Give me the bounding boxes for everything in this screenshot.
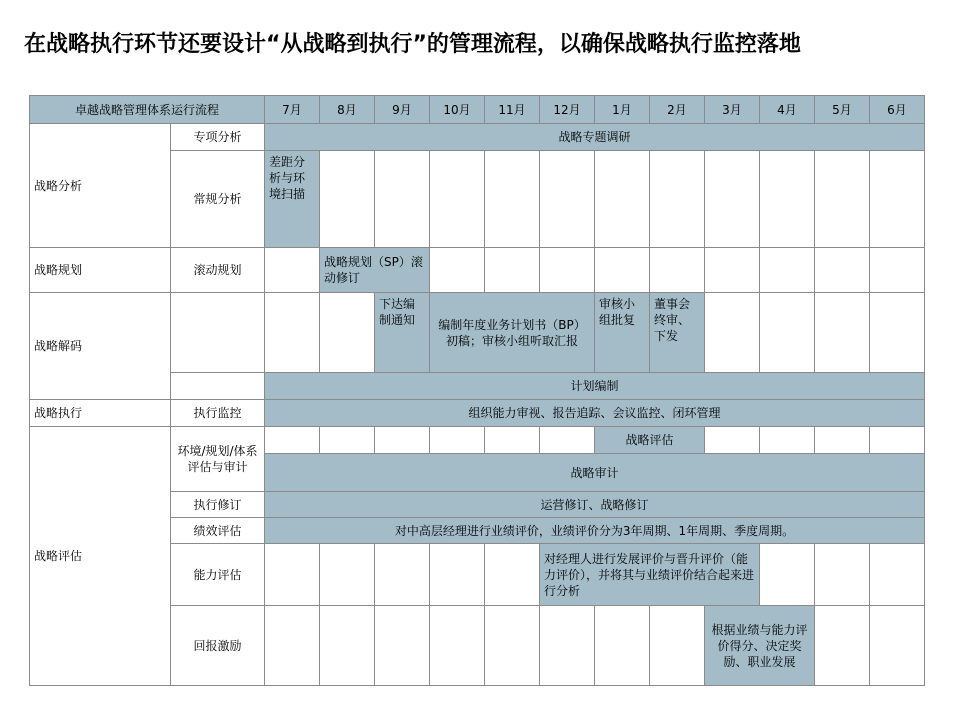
empty-cell	[815, 606, 870, 686]
row-strategy-execution	[30, 400, 925, 427]
empty-cell	[760, 544, 815, 606]
empty-cell	[705, 248, 760, 293]
bar-strategy-audit: 战略审计	[265, 454, 925, 492]
empty-cell	[760, 427, 815, 454]
empty-cell	[705, 151, 760, 248]
empty-cell	[650, 606, 705, 686]
empty-cell	[650, 151, 705, 248]
bar-monitor-work: 组织能力审视、报告追踪、会议监控、闭环管理	[265, 400, 925, 427]
empty-cell	[705, 427, 760, 454]
empty-cell	[540, 151, 595, 248]
bar-perf-text: 对中高层经理进行业绩评价，业绩评价分为3年周期、1年周期、季度周期。	[265, 518, 925, 544]
empty-cell	[375, 544, 430, 606]
empty-cell	[870, 427, 925, 454]
bar-plan-compile: 计划编制	[265, 373, 925, 400]
empty-cell	[265, 544, 320, 606]
month-header: 4月	[760, 96, 815, 124]
month-header: 7月	[265, 96, 320, 124]
empty-cell	[595, 606, 650, 686]
month-header: 8月	[320, 96, 375, 124]
bar-strategy-eval: 战略评估	[595, 427, 705, 454]
empty-cell	[870, 293, 925, 373]
category-strategy-execution: 战略执行	[30, 400, 171, 427]
empty-cell	[265, 606, 320, 686]
category-strategy-analysis: 战略分析	[30, 124, 171, 248]
empty-cell	[485, 151, 540, 248]
empty-cell	[265, 248, 320, 293]
bar-bp-draft: 编制年度业务计划书（BP）初稿；审核小组听取汇报	[430, 293, 595, 373]
month-header: 10月	[430, 96, 485, 124]
sub-reward: 回报激励	[171, 606, 265, 686]
month-header: 9月	[375, 96, 430, 124]
bar-gap-analysis: 差距分析与环境扫描	[265, 151, 320, 248]
empty-cell	[760, 293, 815, 373]
row-special-analysis	[30, 124, 925, 151]
sub-exec-revision: 执行修订	[171, 492, 265, 518]
empty-cell	[430, 248, 485, 293]
strategy-process-table	[29, 95, 925, 686]
sub-rolling-planning: 滚动规划	[171, 248, 265, 293]
empty-cell	[430, 606, 485, 686]
empty-cell	[265, 427, 320, 454]
empty-cell	[485, 544, 540, 606]
bar-review-approve: 审核小组批复	[595, 293, 650, 373]
empty-cell	[485, 427, 540, 454]
empty-cell	[705, 293, 760, 373]
sub-special-analysis: 专项分析	[171, 124, 265, 151]
corner-label: 卓越战略管理体系运行流程	[30, 96, 265, 124]
bar-reward-text: 根据业绩与能力评价得分、决定奖励、职业发展	[705, 606, 815, 686]
empty-cell	[375, 427, 430, 454]
empty-cell	[540, 606, 595, 686]
empty-cell	[265, 293, 320, 373]
row-env-eval-1	[30, 427, 925, 454]
empty-cell	[815, 151, 870, 248]
category-strategy-evaluation: 战略评估	[30, 427, 171, 686]
empty-cell	[540, 248, 595, 293]
empty-cell	[430, 427, 485, 454]
empty-cell	[320, 293, 375, 373]
sub-regular-analysis: 常规分析	[171, 151, 265, 248]
empty-cell	[430, 544, 485, 606]
empty-cell	[375, 151, 430, 248]
month-header: 2月	[650, 96, 705, 124]
empty-cell	[815, 427, 870, 454]
empty-cell	[760, 151, 815, 248]
empty-cell	[815, 293, 870, 373]
empty-cell	[375, 606, 430, 686]
month-header: 5月	[815, 96, 870, 124]
empty-cell	[320, 427, 375, 454]
empty-cell	[485, 606, 540, 686]
sub-plan-blank	[171, 373, 265, 400]
empty-cell	[540, 427, 595, 454]
month-header: 6月	[870, 96, 925, 124]
empty-cell	[870, 151, 925, 248]
empty-cell	[650, 248, 705, 293]
sub-env-eval: 环境/规划/体系评估与审计	[171, 427, 265, 492]
bar-notice: 下达编制通知	[375, 293, 430, 373]
page-title: 在战略执行环节还要设计“从战略到执行”的管理流程，以确保战略执行监控落地	[24, 32, 801, 57]
bar-sp-revision: 战略规划（SP）滚动修订	[320, 248, 430, 293]
empty-cell	[870, 606, 925, 686]
empty-cell	[760, 248, 815, 293]
empty-cell	[815, 248, 870, 293]
bar-special-research: 战略专题调研	[265, 124, 925, 151]
row-strategy-decoding	[30, 293, 925, 373]
empty-cell	[595, 248, 650, 293]
bar-ops-revision: 运营修订、战略修订	[265, 492, 925, 518]
sub-execution-monitor: 执行监控	[171, 400, 265, 427]
empty-cell	[320, 544, 375, 606]
bar-ability-text: 对经理人进行发展评价与晋升评价（能力评价），并将其与业绩评价结合起来进行分析	[540, 544, 760, 606]
empty-cell	[870, 248, 925, 293]
empty-cell	[870, 544, 925, 606]
empty-cell	[430, 151, 485, 248]
category-strategy-planning: 战略规划	[30, 248, 171, 293]
empty-cell	[815, 544, 870, 606]
sub-decoding-blank	[171, 293, 265, 373]
month-header: 3月	[705, 96, 760, 124]
sub-ability-eval: 能力评估	[171, 544, 265, 606]
category-strategy-decoding: 战略解码	[30, 293, 171, 400]
row-strategy-planning	[30, 248, 925, 293]
month-header: 12月	[540, 96, 595, 124]
empty-cell	[320, 151, 375, 248]
empty-cell	[485, 248, 540, 293]
sub-perf-eval: 绩效评估	[171, 518, 265, 544]
empty-cell	[595, 151, 650, 248]
header-row	[30, 96, 925, 124]
month-header: 11月	[485, 96, 540, 124]
month-header: 1月	[595, 96, 650, 124]
empty-cell	[320, 606, 375, 686]
bar-board-final: 董事会终审、下发	[650, 293, 705, 373]
